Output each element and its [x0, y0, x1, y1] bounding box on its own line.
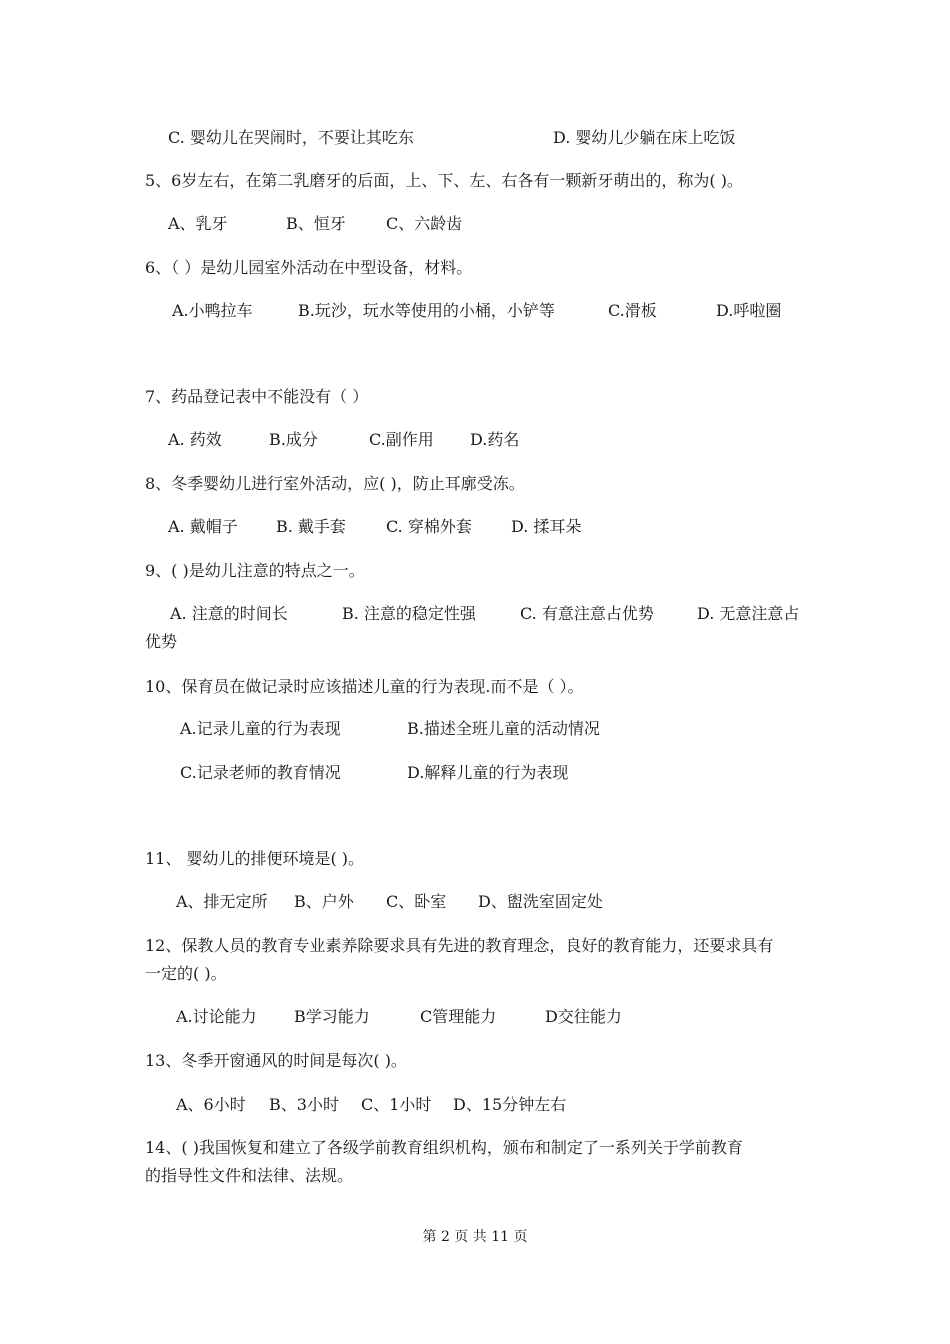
q11-option-d: D、盥洗室固定处 — [478, 892, 603, 911]
page-number: 第 2 页 共 11 页 — [422, 1229, 528, 1245]
q9-option-a: A. 注意的时间长 — [170, 604, 288, 623]
q9-stem: 9、( )是幼儿注意的特点之一。 — [145, 561, 365, 580]
q4-option-d: D. 婴幼儿少躺在床上吃饭 — [553, 128, 736, 147]
q11-stem: 11、 婴幼儿的排便环境是( )。 — [145, 849, 365, 868]
q9-option-d-wrap: 优势 — [145, 632, 178, 651]
q8-option-a: A. 戴帽子 — [168, 517, 238, 536]
q12-option-b: B学习能力 — [294, 1007, 370, 1026]
q7-stem: 7、药品登记表中不能没有（ ） — [145, 387, 369, 406]
q12-option-d: D交往能力 — [545, 1007, 622, 1026]
q4-option-c: C. 婴幼儿在哭闹时，不要让其吃东 — [168, 128, 414, 147]
q13-stem: 13、冬季开窗通风的时间是每次( )。 — [145, 1051, 407, 1070]
q10-stem: 10、保育员在做记录时应该描述儿童的行为表现.而不是（ ）。 — [145, 677, 584, 696]
q9-option-c: C. 有意注意占优势 — [520, 604, 654, 623]
q11-option-c: C、卧室 — [386, 892, 447, 911]
q12-option-c: C管理能力 — [420, 1007, 497, 1026]
q6-option-c: C.滑板 — [608, 301, 657, 320]
q10-option-d: D.解释儿童的行为表现 — [407, 763, 569, 782]
q5-option-c: C、六龄齿 — [386, 214, 463, 233]
q12-option-a: A.讨论能力 — [176, 1007, 257, 1026]
q6-option-b: B.玩沙，玩水等使用的小桶，小铲等 — [298, 301, 555, 320]
q9-option-d: D. 无意注意占 — [697, 604, 800, 623]
q12-stem-line1: 12、保教人员的教育专业素养除要求具有先进的教育理念，良好的教育能力，还要求具有 — [145, 936, 774, 955]
q14-stem-line2: 的指导性文件和法律、法规。 — [145, 1166, 354, 1185]
q8-stem: 8、冬季婴幼儿进行室外活动，应( )，防止耳廓受冻。 — [145, 474, 525, 493]
q5-option-b: B、恒牙 — [286, 214, 346, 233]
q13-option-d: D、15分钟左右 — [453, 1095, 567, 1114]
q7-option-a: A. 药效 — [168, 430, 222, 449]
q7-option-c: C.副作用 — [369, 430, 434, 449]
q13-option-c: C、1小时 — [361, 1095, 432, 1114]
q12-stem-line2: 一定的( )。 — [145, 964, 227, 983]
q7-option-d: D.药名 — [470, 430, 520, 449]
q10-option-c: C.记录老师的教育情况 — [180, 763, 341, 782]
q14-stem-line1: 14、( )我国恢复和建立了各级学前教育组织机构，颁布和制定了一系列关于学前教育 — [145, 1138, 743, 1157]
q8-option-c: C. 穿棉外套 — [386, 517, 472, 536]
q10-option-a: A.记录儿童的行为表现 — [180, 719, 341, 738]
q9-option-b: B. 注意的稳定性强 — [342, 604, 476, 623]
q8-option-d: D. 揉耳朵 — [511, 517, 582, 536]
q13-option-b: B、3小时 — [269, 1095, 339, 1114]
q5-stem: 5、6岁左右，在第二乳磨牙的后面，上、下、左、右各有一颗新牙萌出的，称为( )。 — [145, 171, 743, 190]
q10-option-b: B.描述全班儿童的活动情况 — [407, 719, 600, 738]
q8-option-b: B. 戴手套 — [276, 517, 346, 536]
q6-stem: 6、（ ）是幼儿园室外活动在中型设备，材料。 — [145, 258, 473, 277]
q13-option-a: A、6小时 — [176, 1095, 246, 1114]
q7-option-b: B.成分 — [269, 430, 318, 449]
q5-option-a: A、乳牙 — [168, 214, 228, 233]
q6-option-d: D.呼啦圈 — [716, 301, 782, 320]
q11-option-a: A、排无定所 — [176, 892, 268, 911]
q6-option-a: A.小鸭拉车 — [172, 301, 253, 320]
q11-option-b: B、户外 — [294, 892, 354, 911]
